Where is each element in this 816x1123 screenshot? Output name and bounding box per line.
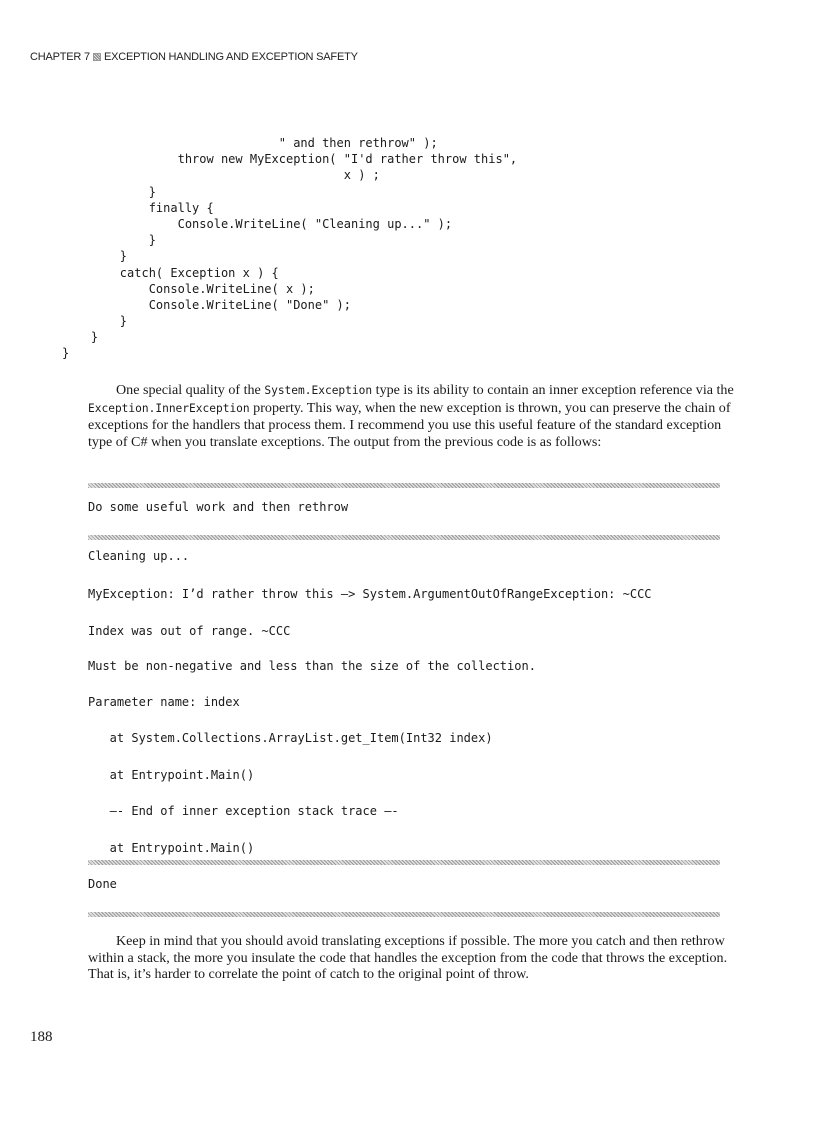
chapter-label: CHAPTER 7 [30, 51, 90, 63]
output-line: Must be non-negative and less than the size of the collection. [88, 659, 536, 673]
output-line: Done [88, 877, 117, 891]
paragraph-text: property. This way, when the new exception is thrown, you can preserve the chain of exceptions for the handlers that process them. I recommend you use this useful feature of the standard exception type of C# when you translate exceptions. The output from the previous code is as follows: [88, 399, 731, 450]
page-number: 188 [30, 1029, 53, 1045]
output-line: at Entrypoint.Main() [88, 841, 255, 855]
code-line: Console.WriteLine( x ); [62, 281, 315, 296]
output-line: MyException: I’d rather throw this —> System.ArgumentOutOfRangeException: ~CCC [88, 587, 652, 601]
code-line: Console.WriteLine( "Done" ); [62, 297, 351, 312]
output-line: —- End of inner exception stack trace —- [88, 804, 399, 818]
code-line: } [62, 346, 70, 361]
header-square-icon [93, 53, 101, 61]
code-line: } [62, 330, 99, 345]
paragraph-inner-exception [88, 382, 736, 450]
paragraph-translation-advice [88, 933, 736, 983]
inline-code: System.Exception [264, 384, 373, 397]
code-line: } [62, 184, 156, 199]
inline-code: Exception.InnerException [88, 401, 250, 415]
running-header [30, 51, 358, 63]
chapter-title: EXCEPTION HANDLING AND EXCEPTION SAFETY [103, 51, 358, 63]
output-line: at Entrypoint.Main() [88, 768, 255, 782]
output-line: Index was out of range. ~CCC [88, 624, 291, 638]
output-line: Cleaning up... [88, 549, 190, 563]
paragraph-text: Keep in mind that you should avoid translating exceptions if possible. The more you catch and then rethrow within a stack, the more you insulate the code that handles the exception from the code that throws the exception. That is, it’s harder to correlate the point of catch to the original point of throw. [88, 933, 728, 983]
output-line: Parameter name: index [88, 695, 240, 709]
output-line: Do some useful work and then rethrow [88, 500, 349, 514]
code-line: " and then rethrow" ); [62, 136, 438, 150]
code-listing [62, 135, 517, 362]
code-line: } [62, 233, 156, 248]
output-rule [88, 535, 720, 540]
code-line: throw new MyException( "I'd rather throw this", [62, 152, 518, 167]
code-line: } [62, 314, 128, 329]
paragraph-text: One special quality of the [116, 382, 265, 398]
code-line: x ) ; [62, 168, 380, 183]
output-line: at System.Collections.ArrayList.get_Item(Int32 index) [88, 731, 493, 745]
code-line: finally { [62, 200, 214, 215]
output-rule [88, 860, 720, 865]
code-line: } [62, 249, 128, 264]
code-line: Console.WriteLine( "Cleaning up..." ); [62, 216, 453, 231]
paragraph-text: type is its ability to contain an inner exception reference via the [372, 382, 734, 398]
output-rule [88, 912, 720, 917]
code-line: catch( Exception x ) { [62, 265, 279, 280]
output-rule [88, 483, 720, 488]
